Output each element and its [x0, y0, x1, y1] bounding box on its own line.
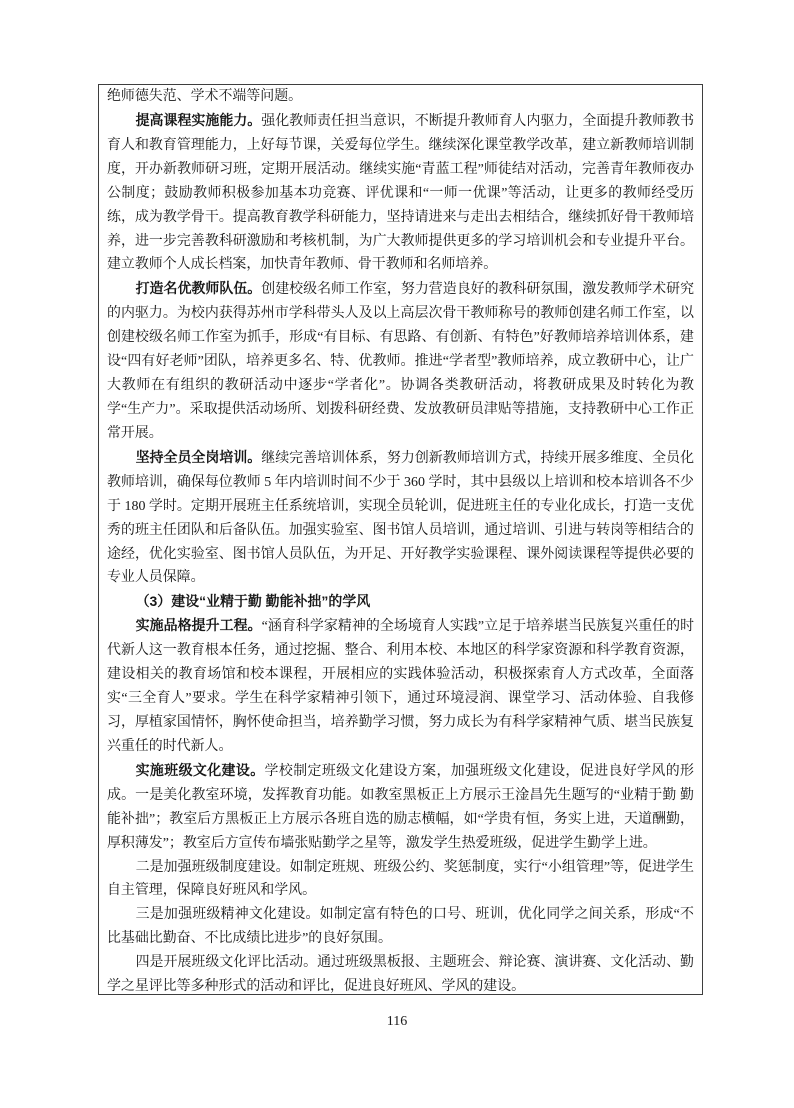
paragraph-lead: 打造名优教师队伍。: [135, 280, 262, 297]
paragraph-lead: 实施班级文化建设。: [135, 761, 265, 778]
paragraph-text: 创建校级名师工作室，努力营造良好的教科研氛围，激发教师学术研究的内驱力。为校内获得苏州市学科带头人及以上高层次骨干教师称号的教师创建名师工作室，以创建校级名师工作室为抓手，形成“有目标、有思路、有创新、有特色”好教师培养培训体系，建设“四有好老师”团队，培养更多名、特、优教师。推进“学者型”教师培养，成立教研中心，让广大教师在有组织的教研活动中逐步“学者化”。协调各类教研活动，将教研成果及时转化为教学“生产力”。采取提供活动场所、划拨科研经费、发放教研员津贴等措施，支持教研中心工作正常开展。: [107, 282, 695, 441]
paragraph: [107, 277, 694, 445]
paragraph-lead: 坚持全员全岗培训。: [135, 448, 262, 465]
content-table-cell: [98, 84, 703, 995]
paragraph: 三是加强班级精神文化建设。如制定富有特色的口号、班训，优化同学之间关系，形成“不比基础比勤奋、不比成绩比进步”的良好氛围。: [107, 907, 694, 947]
paragraph: [107, 109, 694, 277]
paragraph: 四是开展班级文化评比活动。通过班级黑板报、主题班会、辩论赛、演讲赛、文化活动、勤学之星评比等多种形式的活动和评比，促进良好班风、学风的建设。: [107, 955, 694, 995]
paragraph-lead: 提高课程实施能力。: [135, 111, 262, 128]
paragraph-lead: 实施品格提升工程。: [135, 617, 262, 634]
section-heading: （3）建设“业精于勤 勤能补拙”的学风: [135, 593, 371, 610]
page-number: 116: [386, 1014, 408, 1029]
paragraph-text: 学校制定班级文化建设方案，加强班级文化建设，促进良好学风的形成。一是美化教室环境，发挥教育功能。如教室黑板正上方展示王淦昌先生题写的“业精于勤 勤能补拙”；教室后方黑板正上方展示各班自选的励志横幅，如“学贵有恒，务实上进，天道酬勤，厚积薄发”；教室后方宣传布墙张贴勤学之星等，激发学生热爱班级，促进学生勤学上进。: [107, 763, 694, 851]
paragraph: 二是加强班级制度建设。如制定班规、班级公约、奖惩制度，实行“小组管理”等，促进学生自主管理，保障良好班风和学风。: [107, 859, 694, 899]
paragraph-text: 强化教师责任担当意识，不断提升教师育人内驱力，全面提升教师教书育人和教育管理能力，上好每节课，关爱每位学生。继续深化课堂教学改革，建立新教师培训制度，开办新教师研习班，定期开展活动。继续实施“青蓝工程”师徒结对活动，完善青年教师夜办公制度；鼓励教师积极参加基本功竞赛、评优课和“一师一优课”等活动，让更多的教师经受历练，成为教学骨干。提高教育教学科研能力，坚持请进来与走出去相结合，继续抓好骨干教师培养，进一步完善教科研激励和考核机制，为广大教师提供更多的学习培训机会和专业提升平台。建立教师个人成长档案，加快青年教师、骨干教师和名师培养。: [107, 113, 695, 273]
paragraph-continuation: 绝师德失范、学术不端等问题。: [107, 89, 303, 104]
paragraph: [107, 759, 694, 856]
paragraph: [107, 446, 694, 591]
paragraph-text: “涵育科学家精神的全场境育人实践”立足于培养堪当民族复兴重任的时代新人这一教育根本任务，通过挖掘、整合、利用本校、本地区的科学家资源和科学教育资源，建设相关的教育场馆和校本课程，开展相应的实践体验活动，积极探索育人方式改革，全面落实“三全育人”要求。学生在科学家精神引领下，通过环境浸润、课堂学习、活动体验、自我修习，厚植家国情怀，胸怀使命担当，培养勤学习惯，努力成长为有科学家精神气质、堪当民族复兴重任的时代新人。: [107, 619, 695, 754]
paragraph-text: 继续完善培训体系，努力创新教师培训方式，持续开展多维度、全员化教师培训，确保每位教师 5 年内培训时间不少于 360 学时，其中县级以上培训和校本培训各不少于 180 学时。定期开展班主任系统培训，实现全员轮训，促进班主任的专业化成长，打造一支优秀的班主任团队和后备队伍。加强实验室、图书馆人员培训，通过培训、引进与转岗等相结合的途经，优化实验室、图书馆人员队伍，为开足、开好教学实验课程、课外阅读课程等提供必要的专业人员保障。: [107, 450, 695, 586]
paragraph: [107, 614, 694, 759]
